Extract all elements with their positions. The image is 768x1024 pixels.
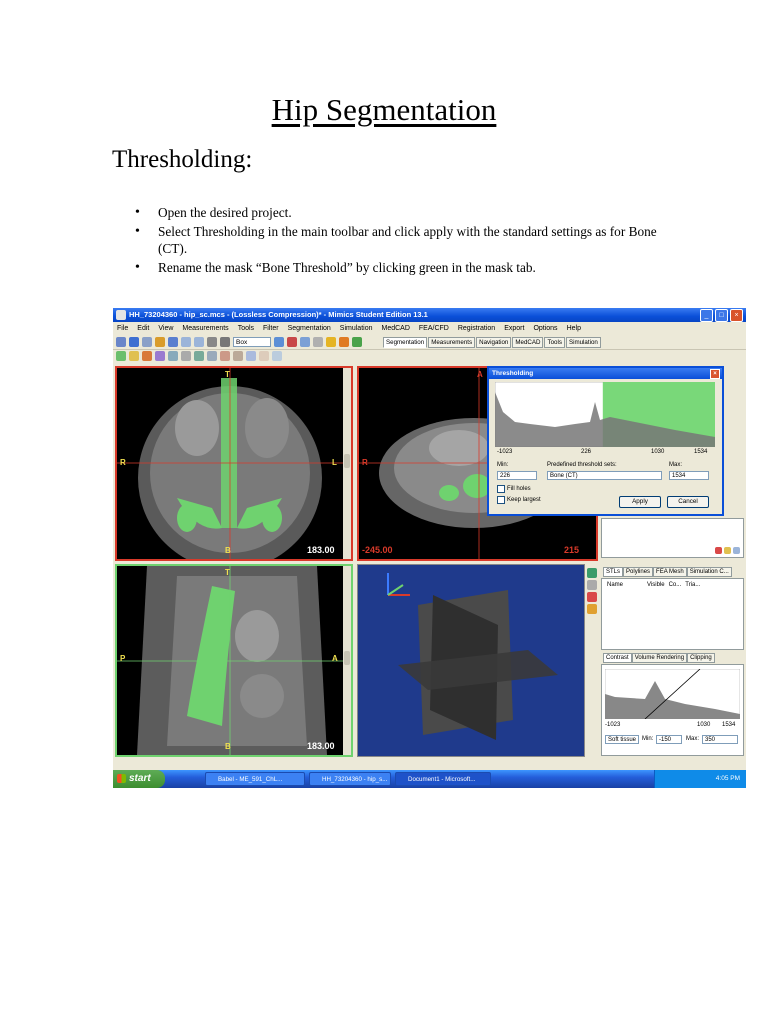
tab-fea-mesh[interactable]: FEA Mesh [653,567,687,577]
orientation-label: B [225,742,231,751]
pan-icon[interactable] [220,337,230,347]
tab-volume-rendering[interactable]: Volume Rendering [632,653,687,663]
section-heading: Thresholding: [112,146,253,173]
duplicate-icon[interactable] [724,547,731,554]
histogram-axis-label: 1030 [651,449,665,455]
threshold-icon[interactable] [326,337,336,347]
menu-medcad[interactable]: MedCAD [381,324,410,332]
histogram-marker-label: 226 [581,449,592,455]
delete-icon[interactable] [715,547,722,554]
tab-simulation[interactable]: Simulation [566,337,601,348]
menu-simulation[interactable]: Simulation [339,324,373,332]
max-threshold-input[interactable]: 1534 [669,471,709,480]
maximize-icon[interactable]: □ [715,309,728,322]
orientation-label: L [332,458,337,467]
max-label: Max: [669,462,683,468]
menu-tools[interactable]: Tools [237,324,255,332]
zoom-icon[interactable] [274,337,284,347]
edit-icon[interactable] [129,351,139,361]
orientation-label: P [120,654,126,663]
taskbar-item[interactable]: Document1 - Microsoft... [395,772,491,786]
grid-icon[interactable] [168,337,178,347]
column-triangles[interactable]: Tria... [685,582,701,588]
contrast-axis-label: 1534 [722,722,736,728]
instruction-item: • Open the desired project. [133,204,673,221]
contrast-histogram[interactable] [605,669,740,719]
save-icon[interactable] [129,337,139,347]
boolean-icon[interactable] [246,351,256,361]
orientation-label: T [225,568,230,577]
document-title: Hip Segmentation [271,92,497,127]
orientation-label: R [120,458,126,467]
print-icon[interactable] [142,337,152,347]
viewport-scrollbar[interactable] [343,368,351,559]
view-3d-icon[interactable] [587,568,597,578]
tab-navigation[interactable]: Navigation [476,337,511,348]
sagittal-viewport[interactable] [115,564,353,757]
contrast-axis-label: -1023 [605,722,621,728]
contour-icon[interactable] [207,351,217,361]
light-icon[interactable] [587,604,597,614]
contrast-panel [601,664,744,756]
selection-mode-select[interactable]: Box [233,337,271,347]
folder-icon[interactable] [155,337,165,347]
tab-clipping[interactable]: Clipping [687,653,715,663]
menu-options[interactable]: Options [533,324,558,332]
column-name[interactable]: Name [607,582,624,588]
menu-help[interactable]: Help [566,324,581,332]
objects-tabs [603,567,732,577]
tab-medcad[interactable]: MedCAD [512,337,543,348]
system-tray-clock: 4:05 PM [654,770,746,788]
predefined-threshold-select[interactable]: Bone (CT) [547,471,662,480]
mask-icon[interactable] [352,337,362,347]
slice-coordinate: 183.00 [307,741,335,751]
clip-icon[interactable] [587,592,597,602]
orientation-label: R [362,458,368,467]
orientation-label: A [477,370,483,379]
calc-3d-icon[interactable] [272,351,282,361]
contrast-min-label: Min: [642,736,654,742]
menu-registration[interactable]: Registration [457,324,496,332]
window-titlebar [113,308,746,322]
column-visible[interactable]: Visible [647,582,665,588]
fill-icon[interactable] [194,351,204,361]
slice-coordinate: -245.00 [362,545,393,555]
apply-button[interactable]: Apply [619,496,661,508]
taskbar-item[interactable]: Babel - ME_591_ChL... [205,772,305,786]
predefined-label: Predefined threshold sets: [547,462,617,468]
fill-holes-checkbox[interactable]: Fill holes [497,485,531,493]
contrast-max-input[interactable]: 350 [702,735,738,744]
contrast-max-label: Max: [686,736,700,742]
lasso-icon[interactable] [155,351,165,361]
contrast-preset-select[interactable]: Soft tissue [605,735,639,744]
tab-simulation-c[interactable]: Simulation C... [687,567,732,577]
menu-export[interactable]: Export [504,324,525,332]
secondary-toolbar [113,350,356,362]
layout-icon[interactable] [313,337,323,347]
instruction-item: • Select Thresholding in the main toolbar and click apply with the standard settings as for Bone (CT). [133,223,673,257]
menu-view[interactable]: View [158,324,174,332]
tab-contrast[interactable]: Contrast [603,653,632,663]
windows-taskbar [113,770,746,788]
column-color[interactable]: Co... [668,582,682,588]
new-icon[interactable] [116,337,126,347]
min-threshold-input[interactable]: 226 [497,471,537,480]
histogram-axis-label: 1534 [694,449,708,455]
start-button[interactable]: start [113,770,165,788]
cancel-button[interactable]: Cancel [667,496,709,508]
tab-stls[interactable]: STLs [603,567,623,577]
threshold-histogram[interactable] [495,382,715,447]
contrast-tabs [603,653,715,663]
app-icon [116,310,126,320]
view-icon[interactable] [300,337,310,347]
dilate-icon[interactable] [220,351,230,361]
contrast-axis-label: 1030 [697,722,711,728]
minimize-icon[interactable]: _ [700,309,713,322]
window-title: HH_73204360 - hip_sc.mcs - (Lossless Compression)* - Mimics Student Edition 13.1 [129,310,428,319]
sagittal-ct-image [117,566,343,755]
menu-edit[interactable]: Edit [137,324,150,332]
stls-panel [601,578,744,650]
coronal-viewport[interactable] [115,366,353,561]
erode-icon[interactable] [233,351,243,361]
paint-icon[interactable] [142,351,152,361]
slice-coordinate: 215 [564,545,580,555]
tab-tools[interactable]: Tools [544,337,564,348]
undo-icon[interactable] [181,337,191,347]
close-icon[interactable]: × [710,369,720,379]
menu-fea-cfd[interactable]: FEA/CFD [418,324,449,332]
viewport-scrollbar[interactable] [343,566,351,755]
pencil-icon[interactable] [181,351,191,361]
menu-bar [113,322,746,334]
rotate-icon[interactable] [207,337,217,347]
taskbar-item[interactable]: HH_73204360 - hip_s... [309,772,391,786]
embedded-screenshot [113,308,746,788]
menu-segmentation[interactable]: Segmentation [287,324,331,332]
contrast-min-input[interactable]: -150 [656,735,682,744]
coronal-ct-image [117,368,343,559]
orientation-label: T [225,370,230,379]
tab-polylines[interactable]: Polylines [623,567,653,577]
crop-icon[interactable] [168,351,178,361]
measure-icon[interactable] [287,337,297,347]
instruction-item: • Rename the mask “Bone Threshold” by clicking green in the mask tab. [133,259,673,276]
masks-panel [601,518,744,558]
close-icon[interactable]: × [730,309,743,322]
mask-new-icon[interactable] [116,351,126,361]
dialog-title: Thresholding [492,370,534,377]
3d-toolbar [585,566,599,756]
redo-icon[interactable] [194,337,204,347]
keep-largest-checkbox[interactable]: Keep largest [497,496,541,504]
menu-filter[interactable]: Filter [263,324,279,332]
tab-measurements[interactable]: Measurements [428,337,475,348]
instruction-list [133,204,673,278]
3d-viewport[interactable] [357,564,585,757]
properties-icon[interactable] [733,547,740,554]
thresholding-dialog [487,366,724,516]
3d-volume-image [358,565,584,756]
split-icon[interactable] [259,351,269,361]
tab-segmentation[interactable]: Segmentation [383,337,427,348]
ribbon-tabs [383,337,602,348]
menu-file[interactable]: File [117,324,129,332]
front-view-icon[interactable] [587,580,597,590]
orientation-label: A [332,654,338,663]
histogram-axis-label: -1023 [497,449,513,455]
stls-column-headers [607,582,700,588]
slice-coordinate: 183.00 [307,545,335,555]
menu-measurements[interactable]: Measurements [182,324,229,332]
dialog-titlebar [489,368,722,379]
min-label: Min: [497,462,509,468]
region-grow-icon[interactable] [339,337,349,347]
orientation-label: B [225,546,231,555]
